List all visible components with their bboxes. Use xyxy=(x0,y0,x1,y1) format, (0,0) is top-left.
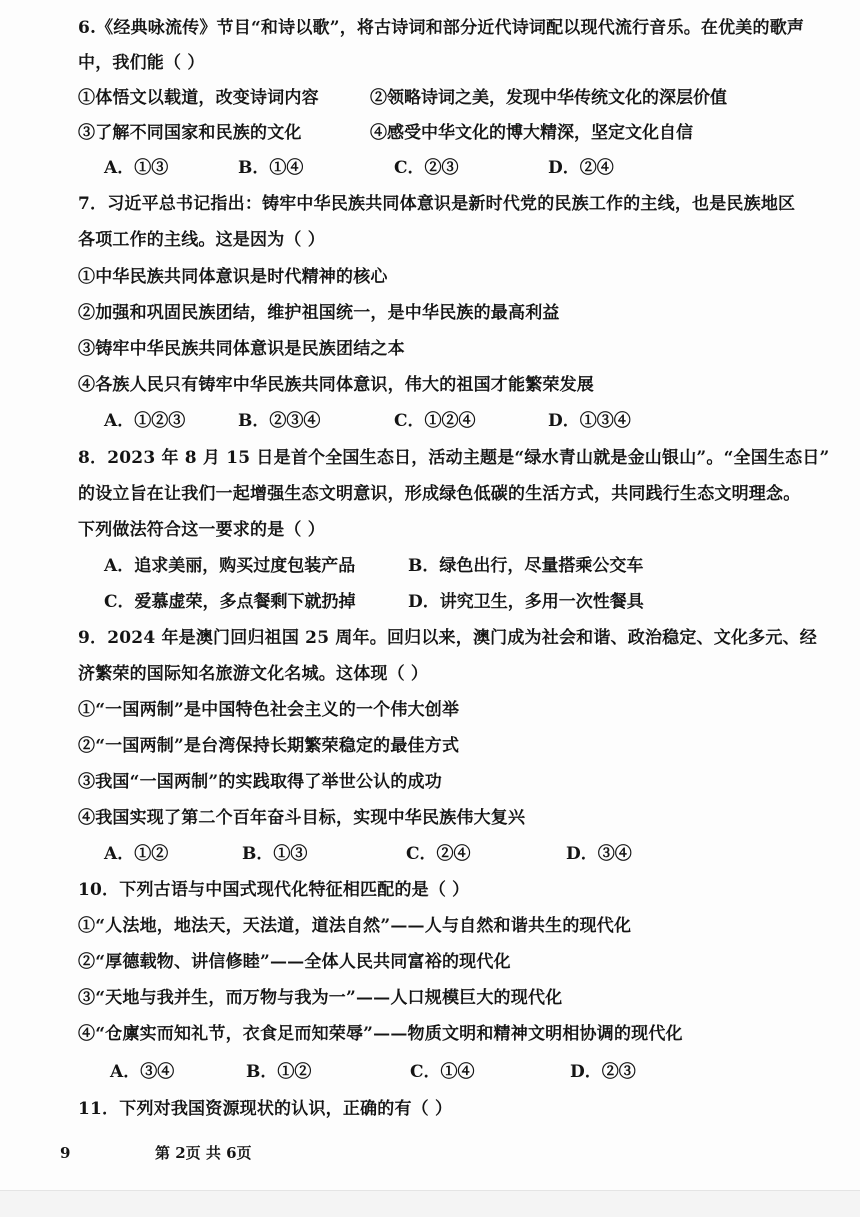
q10-statement-4: ④“仓廪实而知礼节，衣食足而知荣辱”——物质文明和精神文明相协调的现代化 xyxy=(78,1024,683,1044)
q6-stem-line-2: 中，我们能（ ） xyxy=(78,53,205,73)
q7-statement-4: ④各族人民只有铸牢中华民族共同体意识，伟大的祖国才能繁荣发展 xyxy=(78,375,594,395)
q8-stem-line-1: 8．2023 年 8 月 15 日是首个全国生态日，活动主题是“绿水青山就是金山银山”。“全国生态日” xyxy=(78,448,830,468)
q9-choice-b: B．①③ xyxy=(242,844,308,864)
q9-statement-2: ②“一国两制”是台湾保持长期繁荣稳定的最佳方式 xyxy=(78,736,460,756)
q10-choice-d: D．②③ xyxy=(570,1062,636,1082)
page-mark: 9 xyxy=(60,1144,71,1162)
q7-statement-1: ①中华民族共同体意识是时代精神的核心 xyxy=(78,267,388,287)
q8-choice-a: A．追求美丽，购买过度包装产品 xyxy=(104,556,356,576)
q9-choice-c: C．②④ xyxy=(406,844,471,864)
page-number: 第 2页 共 6页 xyxy=(155,1144,252,1162)
q6-choice-d: D．②④ xyxy=(548,158,614,178)
q6-stem-line-1: 6.《经典咏流传》节目“和诗以歌”，将古诗词和部分近代诗词配以现代流行音乐。在优美的歌声 xyxy=(78,18,805,38)
q6-statement-4: ④感受中华文化的博大精深，坚定文化自信 xyxy=(370,123,693,143)
q7-statement-2: ②加强和巩固民族团结，维护祖国统一，是中华民族的最高利益 xyxy=(78,303,560,323)
q7-choice-c: C．①②④ xyxy=(394,411,476,431)
q10-statement-3: ③“天地与我并生，而万物与我为一”——人口规模巨大的现代化 xyxy=(78,988,563,1008)
q11-stem: 11．下列对我国资源现状的认识，正确的有（ ） xyxy=(78,1099,453,1119)
q8-stem-line-3: 下列做法符合这一要求的是（ ） xyxy=(78,520,325,540)
q6-choice-a: A．①③ xyxy=(104,158,169,178)
q8-stem-line-2: 的设立旨在让我们一起增强生态文明意识，形成绿色低碳的生活方式，共同践行生态文明理念。 xyxy=(78,484,801,504)
q10-choice-a: A．③④ xyxy=(110,1062,175,1082)
q7-choice-b: B．②③④ xyxy=(238,411,321,431)
q10-choice-b: B．①② xyxy=(246,1062,312,1082)
q7-stem-line-2: 各项工作的主线。这是因为（ ） xyxy=(78,230,325,250)
q10-statement-1: ①“人法地，地法天，天法道，道法自然”——人与自然和谐共生的现代化 xyxy=(78,916,632,936)
q9-statement-3: ③我国“一国两制”的实践取得了举世公认的成功 xyxy=(78,772,442,792)
q9-choice-a: A．①② xyxy=(104,844,169,864)
q6-statement-1: ①体悟文以载道，改变诗词内容 xyxy=(78,88,319,108)
q7-statement-3: ③铸牢中华民族共同体意识是民族团结之本 xyxy=(78,339,405,359)
q7-stem-line-1: 7．习近平总书记指出：铸牢中华民族共同体意识是新时代党的民族工作的主线，也是民族地区 xyxy=(78,194,796,214)
q7-choice-a: A．①②③ xyxy=(104,411,186,431)
q8-choice-c: C．爱慕虚荣，多点餐剩下就扔掉 xyxy=(104,592,356,612)
q6-statement-2: ②领略诗词之美，发现中华传统文化的深层价值 xyxy=(370,88,727,108)
q9-choice-d: D．③④ xyxy=(566,844,632,864)
q8-choice-b: B．绿色出行，尽量搭乘公交车 xyxy=(408,556,644,576)
q9-stem-line-1: 9．2024 年是澳门回归祖国 25 周年。回归以来，澳门成为社会和谐、政治稳定、文化多元、经 xyxy=(78,628,817,648)
q6-statement-3: ③了解不同国家和民族的文化 xyxy=(78,123,302,143)
q7-choice-d: D．①③④ xyxy=(548,411,631,431)
scan-bottom-edge xyxy=(0,1190,860,1217)
q9-statement-1: ①“一国两制”是中国特色社会主义的一个伟大创举 xyxy=(78,700,460,720)
q10-stem: 10．下列古语与中国式现代化特征相匹配的是（ ） xyxy=(78,880,470,900)
q9-statement-4: ④我国实现了第二个百年奋斗目标，实现中华民族伟大复兴 xyxy=(78,808,526,828)
q9-stem-line-2: 济繁荣的国际知名旅游文化名城。这体现（ ） xyxy=(78,664,429,684)
q10-choice-c: C．①④ xyxy=(410,1062,475,1082)
q10-statement-2: ②“厚德载物、讲信修睦”——全体人民共同富裕的现代化 xyxy=(78,952,511,972)
q6-choice-c: C．②③ xyxy=(394,158,459,178)
q6-choice-b: B．①④ xyxy=(238,158,304,178)
q8-choice-d: D．讲究卫生，多用一次性餐具 xyxy=(408,592,644,612)
